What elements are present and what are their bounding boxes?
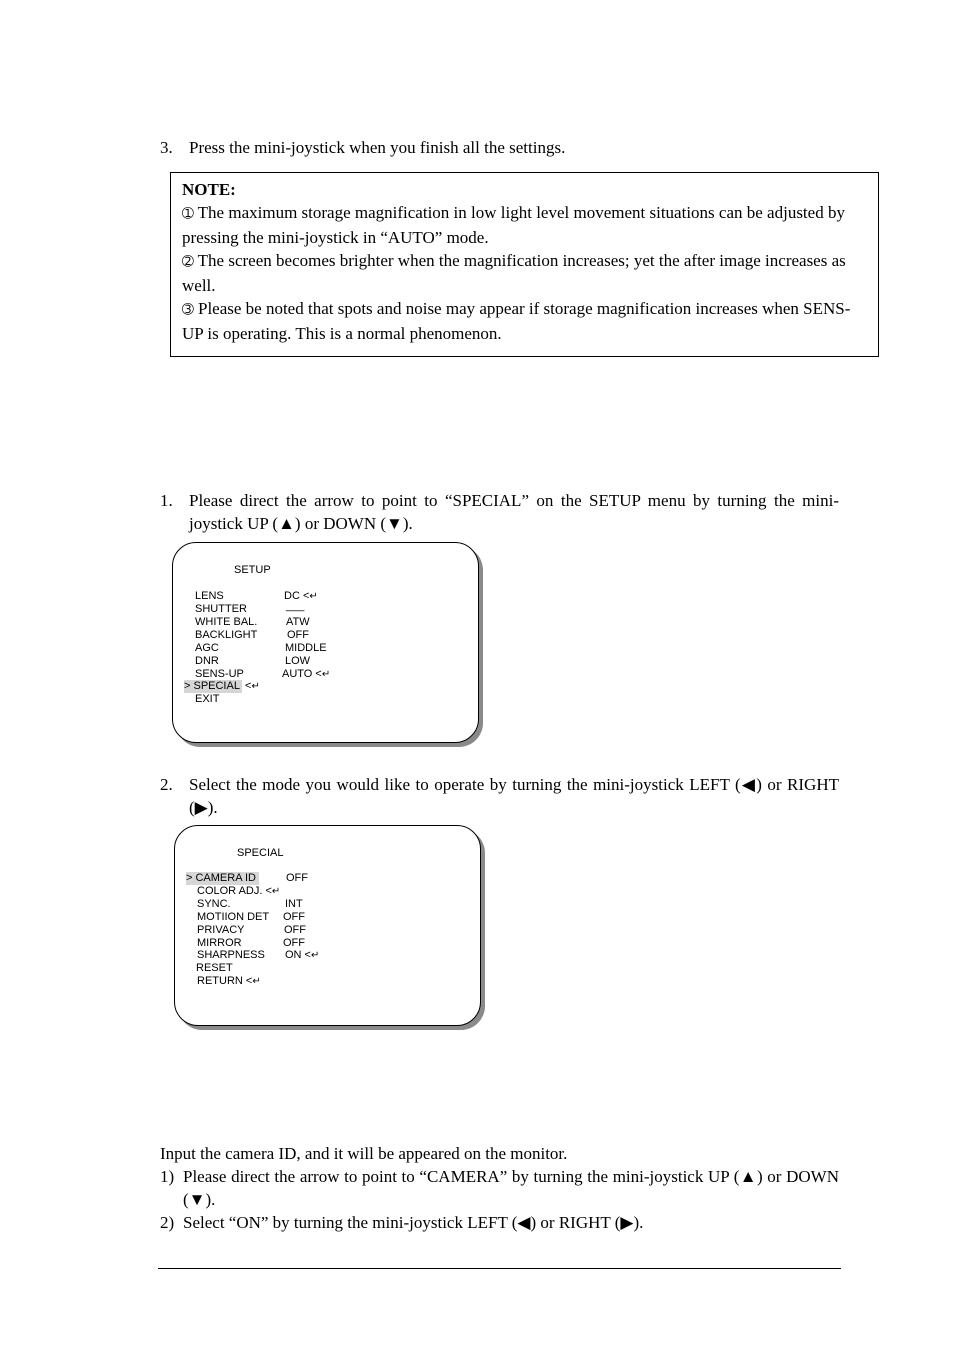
setup-row-exit-label: EXIT <box>195 693 220 705</box>
setup-menu-title: SETUP <box>234 564 271 576</box>
special-row-return-label: RETURN <↵ <box>197 975 261 987</box>
setup-row-sensup-label: SENS-UP <box>195 668 244 680</box>
camera-id-step-1-number: 1) <box>160 1167 175 1186</box>
enter-icon: ↵ <box>271 886 281 897</box>
setup-row-shutter-label: SHUTTER <box>195 603 247 615</box>
step-1-text: Please direct the arrow to point to “SPECIAL” on the SETUP menu by turning the mini-joystick UP (▲) or DOWN (▼). <box>189 491 839 533</box>
setup-row-agc-value: MIDDLE <box>285 642 327 654</box>
setup-row-lens-value: DC <↵ <box>284 590 318 602</box>
setup-row-agc-label: AGC <box>195 642 219 654</box>
note-item-2-text: The screen becomes brighter when the magnification increases; yet the after image increases as well. <box>182 251 846 295</box>
step-3-number: 3. <box>160 138 173 157</box>
setup-row-dnr-label: DNR <box>195 655 219 667</box>
camera-id-step-2-text: Select “ON” by turning the mini-joystick LEFT (◀) or RIGHT (▶). <box>183 1213 644 1232</box>
setup-menu-screen <box>172 542 479 743</box>
camera-id-intro: Input the camera ID, and it will be appeared on the monitor. <box>160 1144 568 1163</box>
setup-row-shutter-value: ___ <box>286 600 305 612</box>
enter-icon: ↵ <box>252 976 261 987</box>
special-row-sharpness-label: SHARPNESS <box>197 949 265 961</box>
step-2-number: 2. <box>160 775 173 794</box>
note-title: NOTE: <box>182 180 236 199</box>
camera-id-step-2 <box>160 1211 840 1234</box>
footer-rule <box>158 1268 841 1269</box>
setup-row-whitebal-label: WHITE BAL. <box>195 616 258 628</box>
special-row-privacy-value: OFF <box>284 924 306 936</box>
note-content <box>182 178 867 345</box>
special-menu-screen <box>174 825 481 1026</box>
special-row-sync-label: SYNC. <box>197 898 231 910</box>
setup-row-lens-label: LENS <box>195 590 224 602</box>
special-row-motion-value: OFF <box>283 911 305 923</box>
setup-row-whitebal-value: ATW <box>286 616 310 628</box>
special-row-motion-label: MOTIION DET <box>197 911 270 923</box>
step-1 <box>160 489 840 535</box>
note-item-3-text: Please be noted that spots and noise may appear if storage magnification increases when SENS-UP is operating. This is a normal phenomenon. <box>182 299 851 343</box>
camera-id-step-1-text: Please direct the arrow to point to “CAMERA” by turning the mini-joystick UP (▲) or DOWN (▼). <box>183 1167 839 1209</box>
special-row-sync-value: INT <box>285 898 303 910</box>
setup-row-special-label: > SPECIAL <box>184 680 240 692</box>
special-menu-title: SPECIAL <box>237 847 284 859</box>
special-row-coloradj-label: COLOR ADJ. <↵ <box>197 885 281 897</box>
circled-three-icon: ➂ <box>182 302 194 318</box>
special-row-cameraid-value: OFF <box>286 872 308 884</box>
step-3-text: Press the mini-joystick when you finish all the settings. <box>189 138 566 157</box>
step-1-number: 1. <box>160 491 173 510</box>
camera-id-step-2-number: 2) <box>160 1213 175 1232</box>
camera-id-step-1 <box>160 1165 840 1211</box>
note-item-3 <box>182 297 867 345</box>
special-row-cameraid-label: > CAMERA ID <box>186 872 259 885</box>
note-item-2 <box>182 249 867 297</box>
special-row-sharpness-value: ON <↵ <box>285 949 320 961</box>
special-row-mirror-label: MIRROR <box>197 937 242 949</box>
step-2-text: Select the mode you would like to operate by turning the mini-joystick LEFT (◀) or RIGHT (▶). <box>189 775 839 817</box>
enter-icon: ↵ <box>309 591 318 602</box>
setup-row-backlight-label: BACKLIGHT <box>195 629 258 641</box>
setup-row-dnr-value: LOW <box>285 655 311 667</box>
setup-row-backlight-value: OFF <box>287 629 309 641</box>
special-row-privacy-label: PRIVACY <box>197 924 245 936</box>
step-2 <box>160 773 840 819</box>
circled-two-icon: ➁ <box>182 254 194 270</box>
special-row-mirror-value: OFF <box>283 937 305 949</box>
circled-one-icon: ➀ <box>182 206 194 222</box>
enter-icon: ↵ <box>321 669 331 680</box>
setup-row-special-enter: <↵ <box>245 680 260 692</box>
special-row-reset-label: RESET <box>196 962 233 974</box>
note-item-1 <box>182 201 867 249</box>
enter-icon: ↵ <box>251 681 260 692</box>
enter-icon: ↵ <box>310 950 320 961</box>
note-item-1-text: The maximum storage magnification in low light level movement situations can be adjusted by pressing the mini-joystick in “AUTO” mode. <box>182 203 845 247</box>
setup-row-sensup-value: AUTO <↵ <box>282 668 331 680</box>
